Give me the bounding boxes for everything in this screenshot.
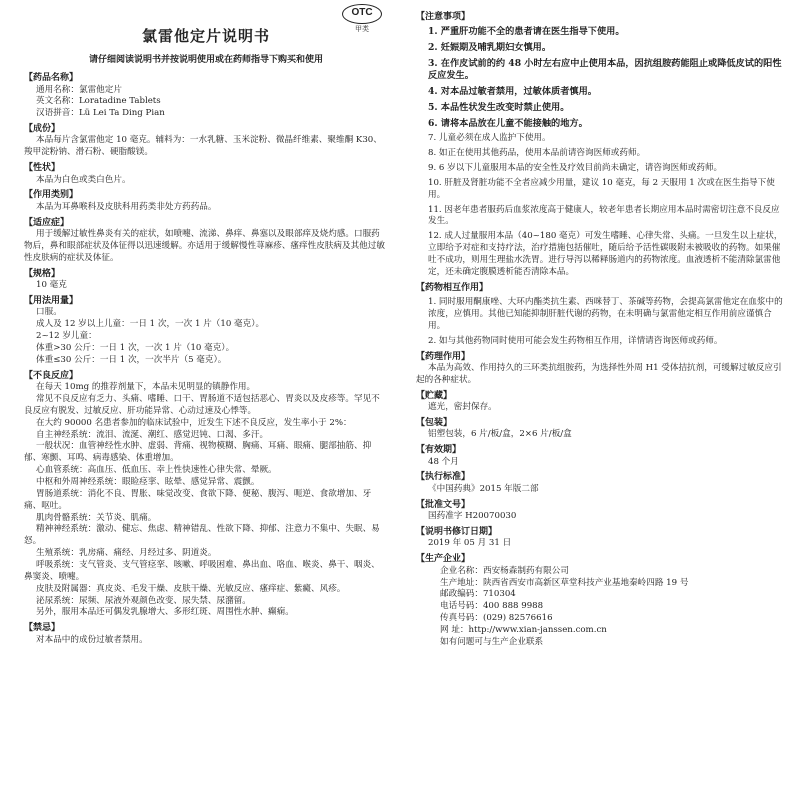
indications-text: 用于缓解过敏性鼻炎有关的症状，如喷嚏、流涕、鼻痒、鼻塞以及眼部痒及烧灼感。口服药物后，鼻和眼部症状及体征得以迅速缓解。亦适用于缓解慢性荨麻疹、瘙痒性皮肤病及其他过敏性皮肤病的症状及体征。 (24, 229, 385, 263)
section-heading-category: 【作用类别】 (24, 190, 79, 201)
caution-item: 7. 儿童必须在成人监护下使用。 (428, 133, 551, 144)
dosage-line: 成人及 12 岁以上儿童：一日 1 次，一次 1 片（10 毫克）。 (36, 319, 265, 330)
traits-text: 本品为白色或类白色片。 (36, 174, 131, 185)
adverse-paragraph: 一般状况：血管神经性水肿、虚弱、背痛、视物模糊、胸痛、耳痛、眼痛、腿部抽筋、抑郁、寒颤、耳鸣、病毒感染、体重增加。 (24, 441, 372, 464)
section-heading-pharmacology: 【药理作用】 (416, 351, 471, 362)
adverse-paragraph: 心血管系统：高血压、低血压、幸上性快速性心律失常、晕厥。 (36, 465, 277, 476)
dosage-line: 2~12 岁儿童： (36, 331, 97, 342)
caution-item: 6. 请将本品放在儿童不能接触的地方。 (428, 117, 588, 129)
caution-item: 11. 因老年患者服药后血浆浓度高于健康人，较老年患者长期应用本品时需密切注意不良反应发生。 (428, 204, 780, 227)
adverse-paragraph: 在每天 10mg 的推荐剂量下，本品未见明显的镇静作用。 (36, 382, 256, 393)
package-text: 铝塑包装，6 片/板/盒，2×6 片/板/盒 (428, 429, 572, 440)
contraindications-text: 对本品中的成份过敏者禁用。 (36, 634, 148, 645)
document-title: 氯雷他定片说明书 (141, 27, 270, 45)
adverse-paragraph: 泌尿系统：尿频、尿液外观颜色改变、尿失禁、尿潴留。 (36, 595, 251, 606)
adverse-paragraph: 自主神经系统：流泪、流涎、潮红、感觉迟钝、口渴、多汗。 (36, 429, 269, 440)
caution-item: 1. 严重肝功能不全的患者请在医生指导下使用。 (428, 26, 625, 38)
category-text: 本品为耳鼻喉科及皮肤科用药类非处方药药品。 (36, 201, 217, 212)
caution-item: 5. 本品性状发生改变时禁止使用。 (428, 101, 570, 113)
caution-item: 12. 成人过量服用本品（40~180 毫克）可发生嗜睡、心律失常、头痛。一旦发生以上症状，立即给予对症和支持疗法，治疗措施包括催吐，随后给予活性碳吸附未被吸收的药物。如果催吐不成功，则用生理盐水洗胃。进行导泻以稀释肠道内的药物浓度。血液透析不能清除氯雷他定，还未确定腹膜透析能否清除本品。 (428, 231, 783, 277)
adverse-paragraph: 中枢和外周神经系统：眼睑痉挛、眩晕、感觉异常、震颤。 (36, 476, 260, 487)
manufacturer-line: 邮政编码：710304 (440, 589, 516, 600)
adverse-paragraph: 呼吸系统：支气管炎、支气管痉挛、咳嗽、呼吸困难、鼻出血、咯血、喉炎、鼻干、咽炎、鼻窦炎、喷嚏。 (24, 559, 380, 582)
section-heading-package: 【包装】 (416, 417, 453, 428)
section-heading-revision: 【说明书修订日期】 (416, 526, 498, 537)
adverse-paragraph: 肌肉骨骼系统：关节炎、肌痛。 (36, 512, 157, 523)
section-heading-traits: 【性状】 (24, 163, 61, 174)
adverse-paragraph: 常见不良反应有乏力、头痛、嗜睡、口干、胃肠道不适包括恶心、胃炎以及皮疹等。罕见不良反应有脱发、过敏反应、肝功能异常、心动过速及心悸等。 (24, 393, 380, 416)
usage-notice: 请仔细阅读说明书并按说明使用或在药师指导下购买和使用 (88, 54, 323, 65)
pinyin-name: 汉语拼音：Lü Lei Ta Ding Pian (36, 108, 165, 119)
caution-item: 9. 6 岁以下儿童服用本品的安全性及疗效目前尚未确定，请咨询医师或药师。 (428, 162, 723, 173)
dosage-line: 体重≤30 公斤：一日 1 次，一次半片（5 毫克）。 (36, 354, 227, 365)
standard-text: 《中国药典》2015 年版二部 (428, 483, 539, 494)
adverse-paragraph: 精神神经系统：激动、健忘、焦虑、精神错乱、性欲下降、抑郁、注意力不集中、失眠、易怒。 (24, 524, 380, 547)
section-heading-interactions: 【药物相互作用】 (416, 282, 489, 293)
adverse-paragraph: 生殖系统：乳房痛、痛经、月经过多、阴道炎。 (36, 548, 217, 559)
spec-text: 10 毫克 (36, 280, 67, 291)
caution-item: 2. 妊娠期及哺乳期妇女慎用。 (428, 42, 552, 54)
composition-text: 本品每片含氯雷他定 10 毫克。辅料为：一水乳糖、玉米淀粉、微晶纤维素、聚维酮 K30、羧甲淀粉钠、滑石粉、硬脂酸镁。 (24, 135, 382, 158)
section-heading-composition: 【成份】 (24, 124, 61, 135)
dosage-line: 口服。 (36, 307, 62, 318)
left-column (0, 0, 398, 800)
generic-name: 通用名称：氯雷他定片 (36, 84, 122, 95)
manufacturer-line: 企业名称：西安杨森制药有限公司 (440, 565, 569, 576)
caution-item: 4. 对本品过敏者禁用，过敏体质者慎用。 (428, 86, 597, 98)
manufacturer-line: 电话号码：400 888 9988 (440, 601, 544, 612)
manufacturer-website: 网 址：http://www.xian-janssen.com.cn (440, 624, 607, 635)
approval-text: 国药准字 H20070030 (428, 511, 517, 522)
caution-item: 3. 在作皮试前的约 48 小时左右应中止使用本品，因抗组胺药能阻止或降低皮试的阳性反应发生。 (428, 57, 782, 82)
adverse-paragraph: 另外，服用本品还可偶发乳腺增大、多形红斑、周围性水肿、癫痫。 (36, 607, 294, 618)
section-heading-storage: 【贮藏】 (416, 390, 453, 401)
interaction-item: 1. 同时服用酮康唑、大环内酯类抗生素、西咪替丁、茶碱等药物，会提高氯雷他定在血浆中的浓度，应慎用。其他已知能抑制肝脏代谢的药物，在未明确与氯雷他定相互作用前应谨慎合用。 (428, 297, 783, 331)
section-heading-contraindications: 【禁忌】 (24, 623, 61, 634)
storage-text: 遮光，密封保存。 (428, 402, 497, 413)
manufacturer-footer: 如有问题可与生产企业联系 (440, 636, 544, 647)
section-heading-validity: 【有效期】 (416, 445, 462, 456)
manufacturer-line: 传真号码：(029) 82576616 (440, 613, 553, 624)
manufacturer-line: 生产地址：陕西省西安市高新区草堂科技产业基地秦岭四路 19 号 (440, 577, 689, 588)
section-heading-dosage: 【用法用量】 (24, 295, 79, 306)
right-column (404, 0, 800, 800)
otc-class: 甲类 (355, 25, 369, 33)
revision-text: 2019 年 05 月 31 日 (428, 538, 512, 549)
pharmacology-text: 本品为高效、作用持久的三环类抗组胺药，为选择性外周 H1 受体拮抗剂，可缓解过敏反应引起的各种症状。 (416, 362, 782, 385)
otc-mark: OTC (342, 4, 382, 24)
english-name: 英文名称：Loratadine Tablets (36, 96, 161, 107)
section-heading-approval: 【批准文号】 (416, 499, 471, 510)
dosage-line: 体重>30 公斤：一日 1 次，一次 1 片（10 毫克）。 (36, 342, 235, 353)
section-heading-indications: 【适应症】 (24, 217, 70, 228)
section-heading-cautions: 【注意事项】 (416, 12, 471, 22)
interaction-item: 2. 如与其他药物同时使用可能会发生药物相互作用，详情请咨询医师或药师。 (428, 335, 723, 346)
adverse-paragraph: 皮肤及附属器：真皮炎、毛发干燥、皮肤干燥、光敏反应、瘙痒症、紫癜、风疹。 (36, 583, 346, 594)
caution-item: 10. 肝脏及肾脏功能不全者应减少用量，建议 10 毫克，每 2 天服用 1 次或在医生指导下使用。 (428, 177, 775, 200)
section-heading-manufacturer: 【生产企业】 (416, 554, 471, 565)
adverse-paragraph: 在大约 90000 名患者参加的临床试验中，近发生下述不良反应，发生率小于 2%： (36, 417, 352, 428)
section-heading-adverse: 【不良反应】 (24, 370, 79, 381)
section-heading-spec: 【规格】 (24, 268, 61, 279)
section-heading-name: 【药品名称】 (24, 73, 79, 84)
adverse-paragraph: 胃肠道系统：消化不良、胃胀、味觉改变、食欲下降、便秘、腹泻、呃逆、食欲增加、牙痛、呕吐。 (24, 488, 372, 511)
validity-text: 48 个月 (428, 456, 459, 467)
section-heading-standard: 【执行标准】 (416, 472, 471, 483)
caution-item: 8. 如正在使用其他药品，使用本品前请咨询医师或药师。 (428, 148, 646, 159)
